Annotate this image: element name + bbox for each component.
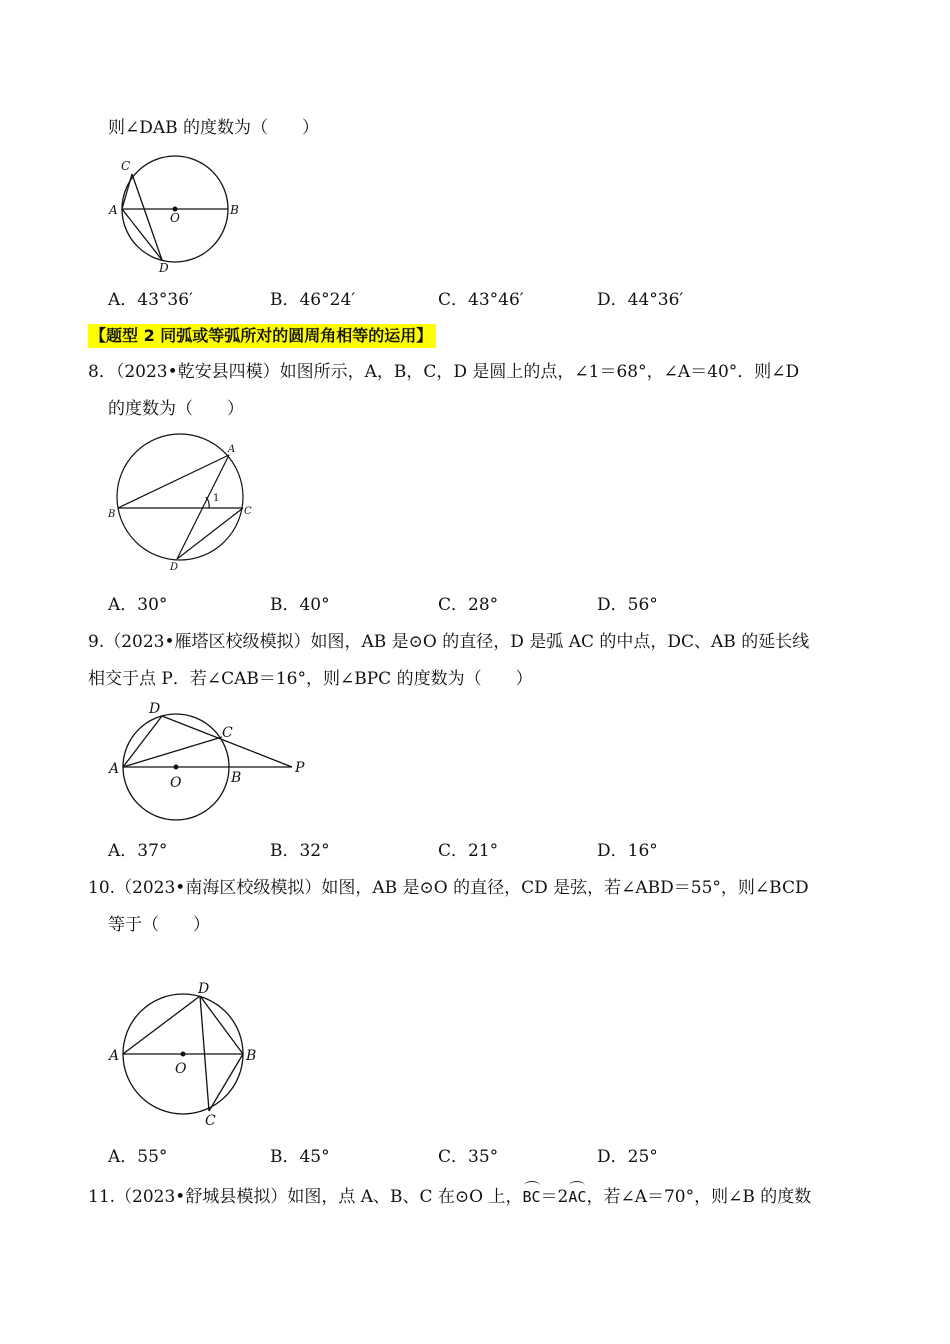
q9-label-b: B [231,770,242,786]
q9-line2: 相交于点 P．若∠CAB＝16°，则∠BPC 的度数为（ ） [88,669,533,689]
q9-circle-figure [105,697,315,822]
q8-label-d: D [170,562,179,573]
q11-suffix: ，若∠A＝70°，则∠B 的度数 [586,1187,812,1207]
q11-arc-ac: AC [568,1188,587,1206]
q7-option-b: B．46°24′ [270,290,356,310]
q10-option-c: C．35° [438,1147,499,1167]
q8-label-c: C [244,506,252,517]
q7-circle-figure [105,150,255,275]
q9-option-b: B．32° [270,841,330,861]
q9-label-c: C [222,725,233,741]
q10-chord-bd [200,996,243,1054]
q10-line1: 10.（2023•南海区校级模拟）如图，AB 是⊙O 的直径，CD 是弦，若∠ABD＝55°，则∠BCD [88,878,809,898]
q7-option-d: D．44°36′ [597,290,684,310]
q7-label-a: A [109,203,118,217]
q8-option-a: A．30° [108,595,168,615]
q10-label-d: D [198,981,210,997]
q10-label-c: C [205,1113,216,1129]
q7-label-b: B [230,203,239,217]
q7-label-d: D [159,261,169,275]
q8-line1: 8．（2023•乾安县四模）如图所示，A，B，C，D 是圆上的点，∠1＝68°，∠A＝40°．则∠D [88,362,800,382]
q10-label-o: O [175,1061,187,1077]
q9-chord-ac [123,737,222,767]
q10-label-b: B [246,1048,257,1064]
q9-label-p: P [295,760,305,776]
q9-line1: 9.（2023•雁塔区校级模拟）如图，AB 是⊙O 的直径，D 是弧 AC 的中点，DC、AB 的延长线 [88,632,810,652]
q10-option-b: B．45° [270,1147,330,1167]
q10-label-a: A [109,1048,120,1064]
q10-option-d: D．25° [597,1147,658,1167]
q7-option-a: A．43°36′ [108,290,193,310]
q7-stem: 则∠DAB 的度数为（ ） [108,118,320,138]
q9-option-a: A．37° [108,841,168,861]
q8-line2: 的度数为（ ） [108,399,244,419]
q9-label-o: O [170,775,182,791]
q7-label-c: C [121,159,131,173]
q9-line-dp [162,716,292,767]
q7-option-c: C．43°46′ [438,290,524,310]
q9-center-dot [174,765,179,770]
q11-arc-bc: BC [522,1188,541,1206]
q7-chord-ac [122,174,132,209]
q10-chord-ad [123,996,200,1054]
q9-label-a: A [109,761,120,777]
q8-circle [117,434,243,560]
q8-option-d: D．56° [597,595,658,615]
q8-label-1: 1 [213,493,220,504]
section-title: 【题型 2 同弧或等弧所对的圆周角相等的运用】 [88,324,436,348]
q8-chord-ad [177,455,229,559]
q10-line2: 等于（ ） [108,915,210,935]
q7-chord-cd [132,174,162,260]
q10-option-a: A．55° [108,1147,168,1167]
q11-line1 [88,1186,811,1208]
q8-circle-figure [105,428,265,576]
q8-chord-cd [177,508,243,559]
q9-label-d: D [149,701,161,717]
q9-option-d: D．16° [597,841,658,861]
q10-chord-bc [209,1054,243,1111]
q11-prefix: 11.（2023•舒城县模拟）如图，点 A、B、C 在⊙O 上， [88,1187,523,1207]
q11-eq: ＝2 [540,1187,569,1207]
q10-center-dot [181,1052,186,1057]
q8-option-b: B．40° [270,595,330,615]
q8-angle-1-arc [206,497,209,508]
q9-option-c: C．21° [438,841,499,861]
q8-label-b: B [108,509,116,520]
q8-label-a: A [228,444,236,455]
q10-circle-figure [105,978,265,1130]
q8-option-c: C．28° [438,595,499,615]
q7-label-o: O [170,211,180,225]
